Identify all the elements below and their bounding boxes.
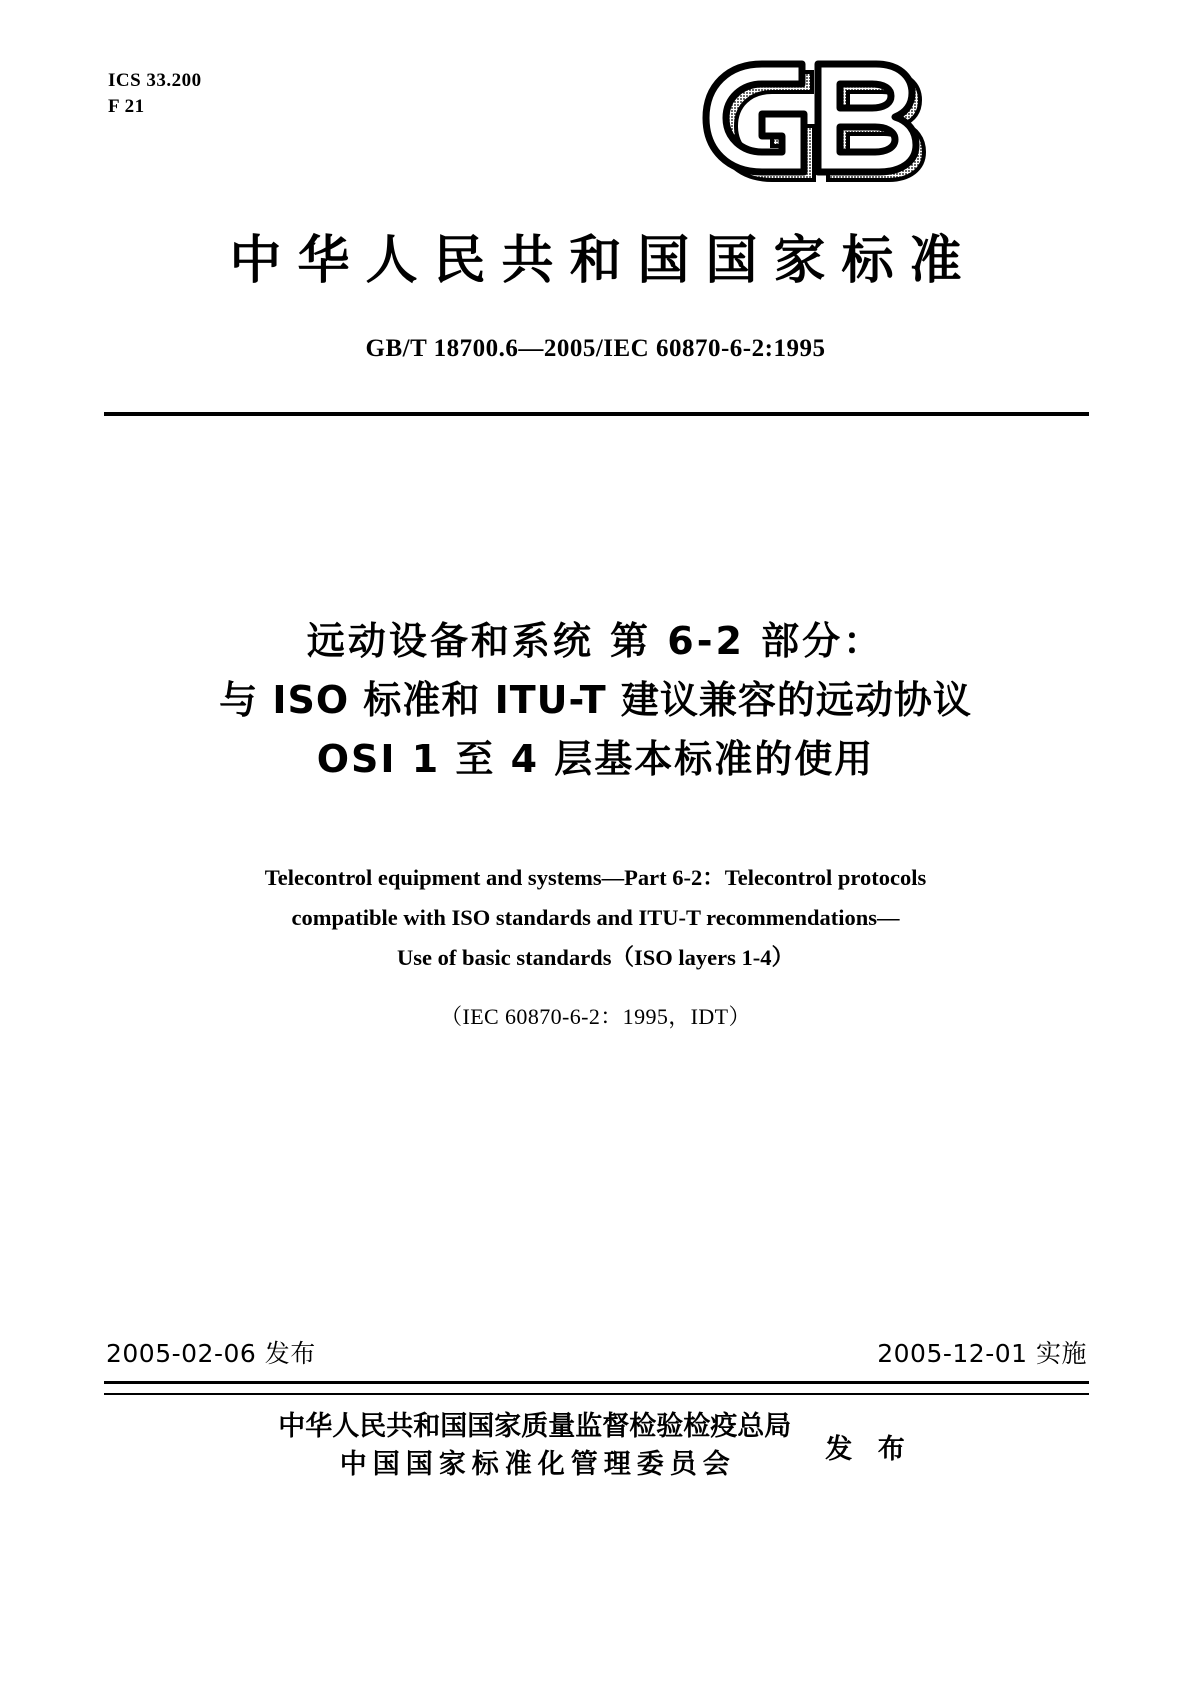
gb-logo (700, 60, 960, 185)
publisher-line1: 中华人民共和国国家质量监督检验检疫总局 (278, 1411, 792, 1442)
document-title-cn-line1: 远动设备和系统 第 6-2 部分： (306, 619, 885, 663)
document-title-cn-line3: OSI 1 至 4 层基本标准的使用 (316, 736, 875, 781)
ics-code: ICS 33.200 (108, 70, 202, 91)
divider-top (104, 412, 1089, 416)
divider-bottom (104, 1381, 1089, 1384)
publisher-line2: 中国国家标准化管理委员会 (339, 1449, 736, 1481)
idt-reference: （IEC 60870-6-2：1995，IDT） (440, 1004, 751, 1029)
ics-classification-block (108, 68, 202, 119)
publisher-block (0, 1408, 1191, 1485)
implementation-date: 2005-12-01 实施 (877, 1339, 1087, 1368)
publisher-action: 发 布 (825, 1433, 913, 1465)
publisher-names (278, 1408, 791, 1485)
document-title-en-line1: Telecontrol equipment and systems—Part 6-2：Telecontrol protocols (264, 865, 927, 890)
document-title-en-line3: Use of basic standards（ISO layers 1-4） (397, 945, 794, 971)
document-title-en-line2: compatible with ISO standards and ITU-T recommendations— (291, 905, 900, 931)
standard-number: GB/T 18700.6—2005/IEC 60870-6-2:1995 (365, 335, 826, 362)
issue-date: 2005-02-06 发布 (106, 1339, 316, 1368)
document-title-cn-line2: 与 ISO 标准和 ITU-T 建议兼容的远动协议 (219, 677, 972, 722)
divider-footer (104, 1393, 1089, 1395)
document-title-cn (0, 612, 1191, 789)
page-title: 中华人民共和国国家标准 (229, 231, 978, 291)
document-title-en (0, 858, 1191, 978)
classification-code: F 21 (108, 95, 145, 117)
